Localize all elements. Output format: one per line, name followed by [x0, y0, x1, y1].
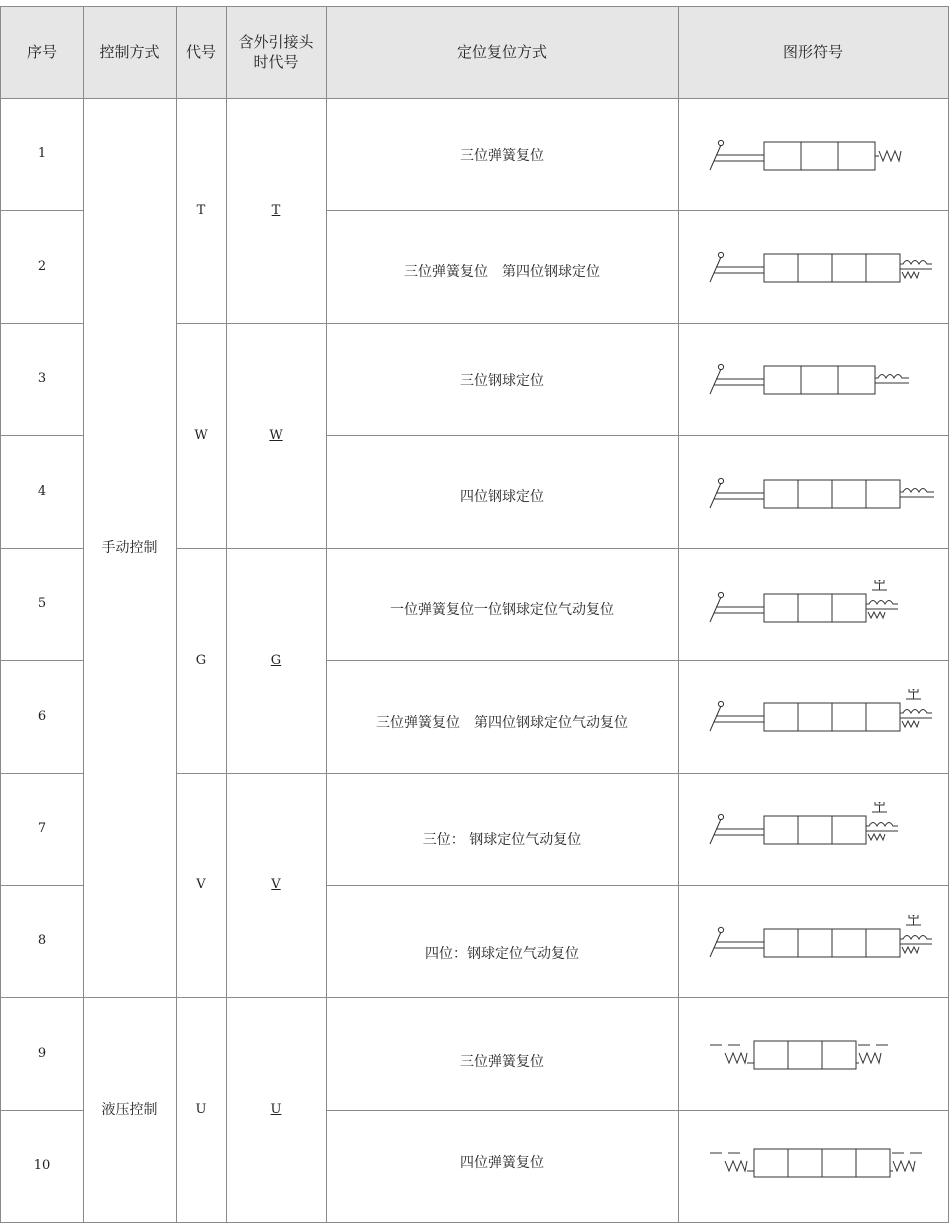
row-description: [326, 435, 678, 558]
row-description: [326, 1110, 678, 1215]
header-symbol: [678, 6, 948, 98]
valve-symbol-icon: [700, 1035, 920, 1079]
row-number: [1, 98, 83, 210]
row-description-text: 四位钢球定位: [460, 488, 544, 505]
row-description-text: 三位弹簧复位 第四位钢球定位气动复位: [376, 714, 628, 731]
header-seq: [1, 6, 83, 98]
group-hydraulic-label: 液压控制: [101, 1101, 158, 1118]
row-number-value: 5: [37, 596, 47, 611]
valve-symbol-icon: [700, 689, 945, 745]
grid-line: [326, 435, 948, 436]
grid-line: [326, 660, 948, 661]
row-description-text: 四位：钢球定位气动复位: [425, 946, 579, 962]
code-value: W: [194, 427, 208, 443]
grid-line: [0, 6, 1, 1223]
row-number-value: 4: [37, 483, 47, 499]
grid-line: [0, 773, 83, 774]
header-control: [83, 6, 176, 98]
row-number-value: 9: [37, 1045, 47, 1061]
grid-line: [0, 1110, 83, 1111]
row-number: [1, 997, 83, 1110]
code-cell: [176, 997, 226, 1222]
valve-symbol-icon: [700, 915, 945, 971]
row-number: [1, 660, 83, 773]
grid-line: [0, 548, 83, 549]
valve-symbol-icon: [700, 802, 920, 858]
row-description-text: 三位弹簧复位: [460, 148, 544, 164]
row-description: [326, 98, 678, 214]
row-description-text: 三位： 钢球定位气动复位: [422, 831, 582, 848]
row-number: [1, 323, 83, 435]
row-number-value: 8: [37, 933, 47, 948]
row-number-value: 10: [33, 1158, 51, 1173]
grid-line: [326, 1110, 948, 1111]
row-number: [1, 435, 83, 548]
grid-line: [0, 435, 83, 436]
ext-code-value: V: [271, 877, 281, 892]
row-number: [1, 548, 83, 660]
grid-line: [0, 660, 83, 661]
header-ext-code: [226, 6, 326, 98]
ext-code-value: W: [269, 427, 283, 443]
code-cell: [176, 323, 226, 548]
header-code-label: 代号: [185, 43, 216, 61]
row-number: [1, 885, 83, 997]
row-number-value: 7: [37, 821, 47, 836]
group-manual-label: 手动控制: [101, 539, 158, 556]
grid-line: [176, 773, 326, 774]
row-description: [326, 548, 678, 672]
header-code: [176, 6, 226, 98]
grid-line: [948, 6, 949, 1223]
row-number: [1, 773, 83, 885]
grid-line: [176, 323, 326, 324]
row-description-text: 三位钢球定位: [460, 372, 544, 389]
grid-line: [83, 6, 84, 1222]
grid-line: [326, 773, 948, 774]
row-description-text: 三位弹簧复位: [460, 1054, 544, 1070]
group-hydraulic: [83, 997, 176, 1222]
row-number-value: 3: [37, 371, 47, 386]
valve-symbol-icon: [700, 352, 920, 408]
row-description-text: 一位弹簧复位一位钢球定位气动复位: [390, 602, 614, 618]
grid-line: [83, 997, 176, 998]
valve-symbol-icon: [700, 466, 940, 522]
row-description-text: 三位弹簧复位 第四位钢球定位: [404, 263, 600, 280]
grid-line: [326, 323, 948, 324]
row-description: [326, 997, 678, 1127]
valve-symbol-icon: [700, 580, 920, 636]
grid-line: [678, 6, 679, 1222]
row-description: [326, 323, 678, 438]
header-position-reset: [326, 6, 678, 98]
row-number-value: 6: [37, 708, 47, 724]
code-value: V: [196, 877, 206, 892]
code-value: G: [195, 652, 207, 668]
grid-line: [176, 6, 177, 1222]
ext-code-cell: [226, 997, 326, 1222]
header-seq-label: 序号: [26, 43, 57, 61]
row-number: [1, 210, 83, 323]
row-description: [326, 660, 678, 785]
valve-symbol-icon: [700, 1143, 945, 1187]
group-manual: [83, 98, 176, 997]
ext-code-cell: [226, 548, 326, 773]
grid-line: [0, 98, 949, 99]
grid-line: [0, 997, 83, 998]
grid-line: [176, 997, 326, 998]
ext-code-cell: [226, 773, 326, 997]
code-cell: [176, 773, 226, 997]
header-symbol-label: 图形符号: [782, 43, 843, 61]
grid-line: [0, 6, 949, 7]
grid-line: [226, 6, 227, 1222]
code-cell: [176, 98, 226, 323]
code-cell: [176, 548, 226, 773]
grid-line: [176, 548, 326, 549]
grid-line: [0, 210, 83, 211]
grid-line: [326, 885, 948, 886]
grid-line: [0, 323, 83, 324]
code-value: T: [196, 202, 206, 218]
row-number-value: 2: [37, 258, 47, 274]
header-control-label: 控制方式: [99, 43, 160, 61]
code-value: U: [195, 1101, 207, 1117]
ext-code-cell: [226, 323, 326, 548]
row-number-value: 1: [37, 146, 47, 161]
grid-line: [326, 210, 948, 211]
header-ext-code-line2: 时代号: [253, 53, 299, 71]
ext-code-value: U: [270, 1101, 282, 1117]
row-description-text: 四位弹簧复位: [460, 1154, 544, 1171]
grid-line: [326, 6, 327, 1222]
ext-code-value: G: [270, 652, 282, 668]
grid-line: [0, 885, 83, 886]
ext-code-value: T: [271, 202, 281, 218]
valve-symbol-icon: [700, 128, 920, 184]
grid-line: [326, 997, 948, 998]
header-ext-code-line1: 含外引接头: [238, 33, 314, 51]
header-position-reset-label: 定位复位方式: [456, 43, 547, 61]
row-description: [326, 210, 678, 333]
valve-symbol-icon: [700, 240, 940, 296]
row-number: [1, 1110, 83, 1222]
grid-line: [326, 548, 948, 549]
ext-code-cell: [226, 98, 326, 323]
